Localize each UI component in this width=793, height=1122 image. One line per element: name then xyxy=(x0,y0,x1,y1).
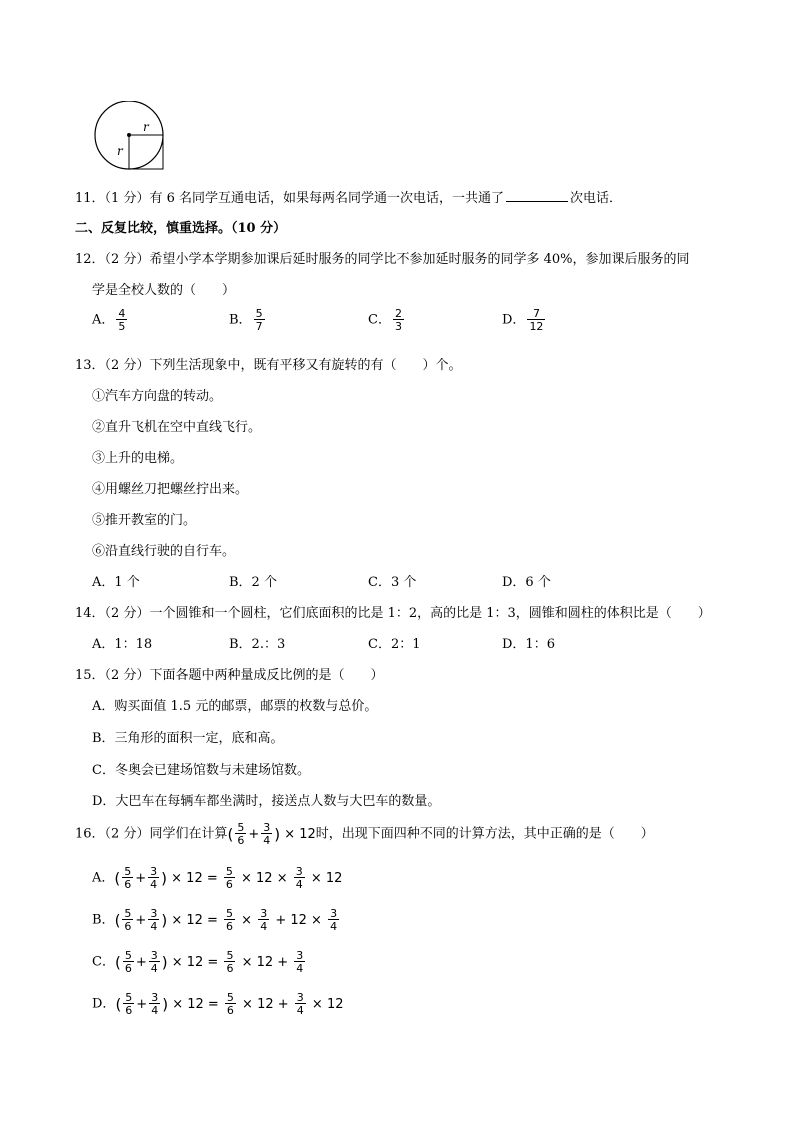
q16-expression: ( $\frac{5}{6}$ + $\frac{3}{4}$ ) × 12 xyxy=(227,821,316,847)
section-2-title: 二、反复比较，慎重选择。（10 分） xyxy=(75,221,287,236)
q15-stem: 15．（2 分）下面各题中两种量成反比例的是（ ） xyxy=(75,668,384,683)
q14-option-a[interactable]: A．1：18 xyxy=(92,637,153,652)
q16-stem xyxy=(75,822,654,846)
q11-prefix: 11．（1 分）有 6 名同学互通电话，如果每两名同学通一次电话，一共通了 xyxy=(75,191,504,206)
q15-option-d[interactable]: D．大巴车在每辆车都坐满时，接送点人数与大巴车的数量。 xyxy=(92,794,441,809)
question-11 xyxy=(75,187,622,206)
q15-option-a[interactable]: A．购买面值 1.5 元的邮票，邮票的枚数与总价。 xyxy=(92,699,378,714)
q13-item-6: ⑥沿直线行驶的自行车。 xyxy=(92,544,236,559)
q13-option-c[interactable]: C．3 个 xyxy=(368,575,417,590)
q13-stem: 13．（2 分）下列生活现象中，既有平移又有旋转的有（ ）个。 xyxy=(75,358,462,373)
q13-option-a[interactable]: A．1 个 xyxy=(92,575,140,590)
q16-option-c[interactable]: C．( $\frac{5}{6}$ + $\frac{3}{4}$ ) × 12 = $\frac{5}{6}$ × 12 + $\frac{3}{4}$ xyxy=(92,950,307,974)
q14-option-b[interactable]: B．2.：3 xyxy=(229,637,286,652)
q16-option-a[interactable]: A．( $\frac{5}{6}$ + $\frac{3}{4}$ ) × 12 = $\frac{5}{6}$ × 12 × $\frac{3}{4}$ × 12 xyxy=(92,865,343,891)
q12-line1: 12．（2 分）希望小学本学期参加课后延时服务的同学比不参加延时服务的同学多 40%，参加课后服务的同 xyxy=(75,252,690,267)
option-d-expression: ( $\frac{5}{6}$ + $\frac{3}{4}$ ) × 12 = $\frac{5}{6}$ × 12 + $\frac{3}{4}$ × 12 xyxy=(115,991,344,1017)
q13-item-2: ②直升飞机在空中直线飞行。 xyxy=(92,420,262,435)
label-r-left: r xyxy=(117,144,123,158)
q13-item-5: ⑤推开教室的门。 xyxy=(92,513,197,528)
q13-option-d[interactable]: D．6 个 xyxy=(502,575,551,590)
q15-option-b[interactable]: B．三角形的面积一定，底和高。 xyxy=(92,731,284,746)
q12-line2: 学是全校人数的（ ） xyxy=(92,283,236,298)
q14-option-c[interactable]: C．2：1 xyxy=(368,637,421,652)
q13-item-1: ①汽车方向盘的转动。 xyxy=(92,389,223,404)
fraction: $\frac{4}{5}$ xyxy=(118,307,126,333)
q12-option-b[interactable]: B． $\frac{5}{7}$ xyxy=(229,307,263,333)
circle-square-figure xyxy=(93,101,173,176)
q16-prefix: 16．（2 分）同学们在计算 xyxy=(75,826,228,842)
option-c-expression: ( $\frac{5}{6}$ + $\frac{3}{4}$ ) × 12 = $\frac{5}{6}$ × 12 + $\frac{3}{4}$ xyxy=(114,949,304,975)
center-dot xyxy=(127,133,131,137)
q13-item-3: ③上升的电梯。 xyxy=(92,451,184,466)
q11-suffix: 次电话． xyxy=(569,191,622,206)
q16-option-d[interactable]: D．( $\frac{5}{6}$ + $\frac{3}{4}$ ) × 12 = $\frac{5}{6}$ × 12 + $\frac{3}{4}$ × 12 xyxy=(92,991,344,1017)
q13-option-b[interactable]: B．2 个 xyxy=(229,575,277,590)
q13-item-4: ④用螺丝刀把螺丝拧出来。 xyxy=(92,482,249,497)
q16-option-b[interactable]: B．( $\frac{5}{6}$ + $\frac{3}{4}$ ) × 12 = $\frac{5}{6}$ × $\frac{3}{4}$ + 12 × $\frac{3}{4}$ xyxy=(92,908,341,932)
option-a-expression: ( $\frac{5}{6}$ + $\frac{3}{4}$ ) × 12 = $\frac{5}{6}$ × 12 × $\frac{3}{4}$ × 12 xyxy=(114,865,343,891)
q12-option-c[interactable]: C． $\frac{2}{3}$ xyxy=(368,307,402,333)
q14-option-d[interactable]: D．1：6 xyxy=(502,637,555,652)
fraction: $\frac{2}{3}$ xyxy=(394,307,402,333)
q15-option-c[interactable]: C．冬奥会已建场馆数与未建场馆数。 xyxy=(92,763,310,778)
q14-stem: 14．（2 分）一个圆锥和一个圆柱，它们底面积的比是 1：2，高的比是 1：3，圆锥和圆柱的体积比是（ ） xyxy=(75,606,711,621)
label-r-top: r xyxy=(143,120,149,134)
q12-option-a[interactable]: A． $\frac{4}{5}$ xyxy=(92,307,126,333)
answer-blank[interactable] xyxy=(506,189,568,202)
fraction: $\frac{5}{7}$ xyxy=(255,307,263,333)
fraction: $\frac{7}{12}$ xyxy=(529,307,544,333)
q16-suffix: 时，出现下面四种不同的计算方法，其中正确的是（ ） xyxy=(315,826,654,842)
option-b-expression: ( $\frac{5}{6}$ + $\frac{3}{4}$ ) × 12 = $\frac{5}{6}$ × $\frac{3}{4}$ + 12 × $\frac{3}{4}$ xyxy=(114,907,338,933)
q12-option-d[interactable]: D． $\frac{7}{12}$ xyxy=(502,307,544,333)
